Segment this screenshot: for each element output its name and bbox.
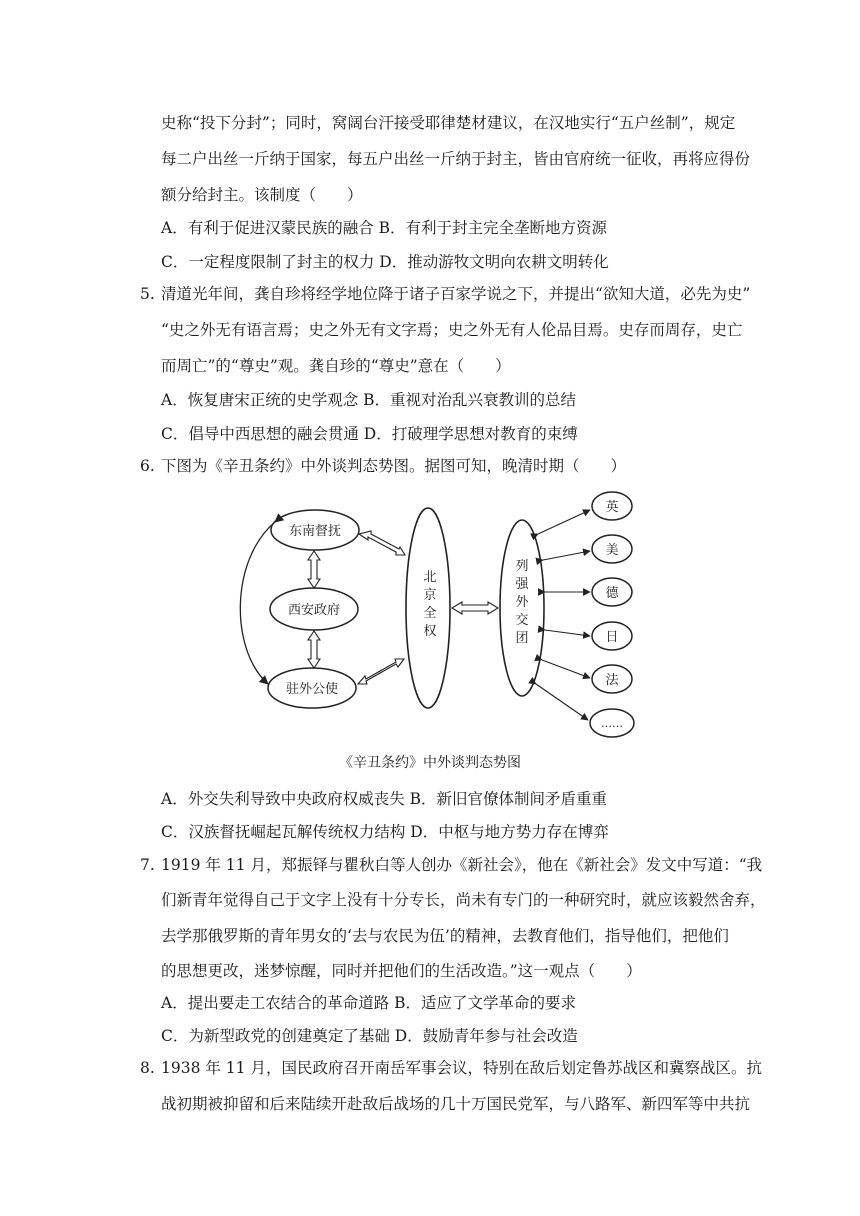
arrow-left-bottom	[358, 659, 404, 684]
node-beijing-plenipotentiary	[406, 508, 450, 708]
q4-line-2: 每二户出丝一斤纳于国家，每五户出丝一斤纳于封主，皆由官府统一征收，再将应得份	[161, 150, 751, 168]
q8-number: 8.	[140, 1059, 155, 1077]
arrow-to-etc	[536, 684, 588, 720]
q4-line-1: 史称“投下分封”；同时，窝阔台汗接受耶律楚材建议，在汉地实行“五户丝制”，规定	[161, 114, 736, 132]
q5-options-ab: A．恢复唐宋正统的史学观念 B．重视对治乱兴衰教训的总结	[161, 391, 577, 409]
arrow-v-2	[308, 631, 320, 668]
arrow-to-uk	[538, 510, 590, 534]
power-label-etc: ……	[601, 717, 623, 730]
q5-line-2: “史之外无有语言焉；史之外无有文字焉；史之外无有人伦品目焉。史存而周存，史亡	[161, 321, 743, 339]
power-label-fr: 法	[605, 673, 619, 688]
power-de	[592, 578, 632, 606]
q7-options-ab: A．提出要走工农结合的革命道路 B．适应了文学革命的要求	[161, 994, 577, 1012]
power-fr	[592, 665, 632, 693]
q7-number: 7.	[140, 856, 155, 874]
arrow-v-1	[308, 551, 320, 588]
node-overseas-envoys	[268, 668, 356, 708]
power-jp	[592, 622, 632, 650]
q5-number: 5.	[140, 285, 155, 303]
q6-options-cd: C．汉族督抚崛起瓦解传统权力结构 D．中枢与地方势力存在博弈	[161, 823, 609, 841]
arrow-center-right	[452, 602, 498, 614]
node-foreign-diplomatic-corps	[500, 520, 544, 696]
q4-options-cd: C．一定程度限制了封主的权力 D．推动游牧文明向农耕文明转化	[161, 253, 609, 271]
node-dongnan-duful	[271, 510, 359, 550]
node-xian-government	[270, 588, 358, 630]
curved-connector-arrow	[240, 522, 275, 684]
q8-line-1: 1938 年 11 月，国民政府召开南岳军事会议，特别在敌后划定鲁苏战区和冀察战区。抗	[161, 1059, 762, 1077]
q7-line-4: 的思想更改，迷梦惊醒，同时并把他们的生活改造。”这一观点（ ）	[161, 962, 642, 980]
q6-text: 下图为《辛丑条约》中外谈判态势图。据图可知，晚清时期（ ）	[161, 457, 627, 475]
arrow-left-top	[359, 531, 405, 555]
power-label-us: 美	[605, 543, 619, 558]
power-label-uk: 英	[605, 500, 619, 515]
arrow-to-us	[543, 551, 590, 560]
arrow-to-jp	[545, 630, 590, 636]
q4-options-ab: A．有利于促进汉蒙民族的融合 B．有利于封主完全垄断地方资源	[161, 219, 608, 237]
power-label-de: 德	[605, 586, 619, 601]
q4-line-3: 额分给封主。该制度（ ）	[161, 186, 363, 204]
q7-options-cd: C．为新型政党的创建奠定了基础 D．鼓励青年参与社会改造	[161, 1027, 578, 1045]
q5-options-cd: C．倡导中西思想的融会贯通 D．打破理学思想对教育的束缚	[161, 425, 578, 443]
arrow-to-fr	[542, 660, 590, 678]
node-label-2: 西安政府	[287, 603, 341, 618]
diagram-caption: 《辛丑条约》中外谈判态势图	[339, 755, 521, 771]
q5-line-1: 清道光年间，龚自珍将经学地位降于诸子百家学说之下，并提出“欲知大道，必先为史”	[161, 285, 751, 303]
node-label-3: 驻外公使	[285, 682, 339, 697]
q5-line-3: 而周亡”的“尊史”观。龚自珍的“尊史”意在（ ）	[161, 357, 511, 375]
power-us	[592, 535, 632, 563]
q7-line-1: 1919 年 11 月，郑振铎与瞿秋白等人创办《新社会》，他在《新社会》发文中写道：“我	[161, 856, 763, 874]
center-label: 北京全权	[420, 569, 436, 637]
q6-options-ab: A．外交失利导致中央政府权威丧失 B．新旧官僚体制间矛盾重重	[161, 790, 608, 808]
right-label: 列强外交团	[515, 559, 529, 646]
power-label-jp: 日	[605, 630, 619, 645]
q6-number: 6.	[140, 457, 155, 475]
power-etc	[590, 709, 634, 737]
q8-line-2: 战初期被抑留和后来陆续开赴敌后战场的几十万国民党军，与八路军、新四军等中共抗	[161, 1095, 751, 1113]
q7-line-2: 们新青年觉得自己于文字上没有十分专长，尚未有专门的一种研究时，就应该毅然舍弃，	[161, 891, 766, 909]
q7-line-3: 去学那俄罗斯的青年男女的‘去与农民为伍’的精神，去教育他们，指导他们，把他们	[161, 927, 729, 945]
power-uk	[592, 492, 632, 520]
node-label-1: 东南督抚	[288, 524, 342, 539]
